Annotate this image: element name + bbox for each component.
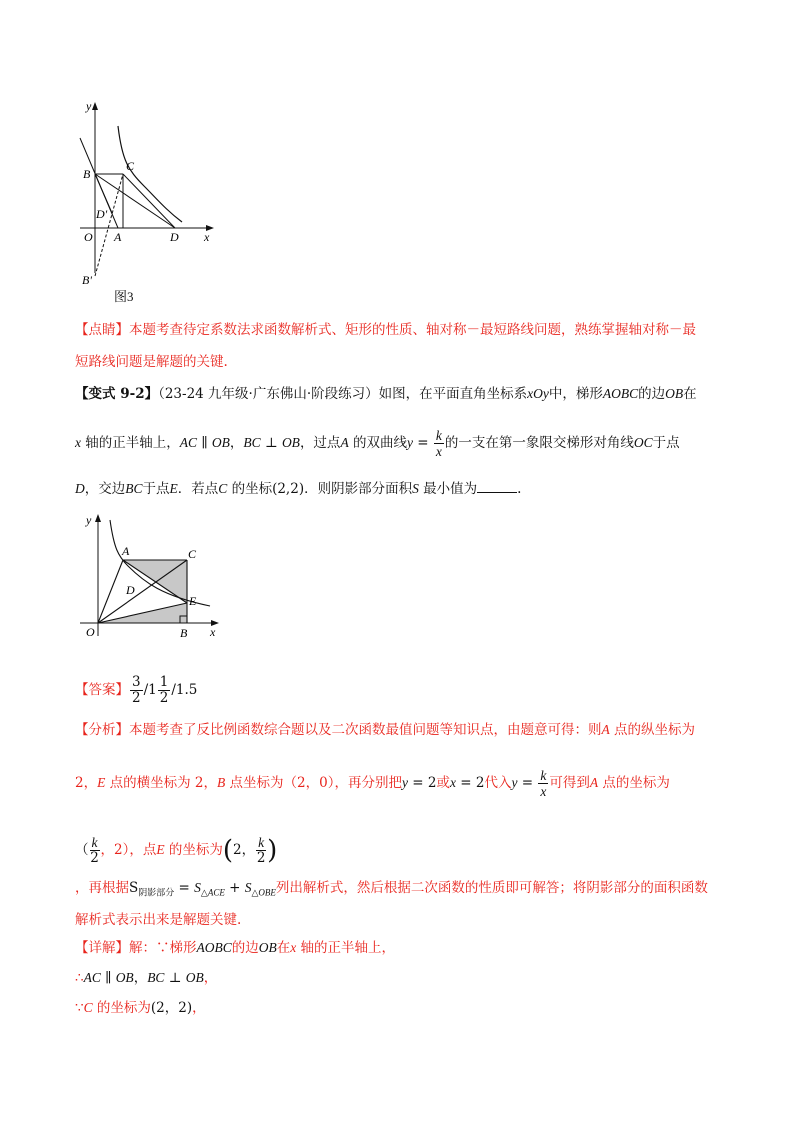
fig-label-a: A <box>122 544 130 558</box>
detail-line-3 <box>75 998 206 1018</box>
question-text: 于点 <box>652 435 680 451</box>
fig3-label-b-prime: B' <box>82 273 92 287</box>
subscript: △ACE <box>200 887 225 898</box>
question-text: 的坐标 <box>227 481 273 497</box>
numerator: 3 <box>132 674 141 690</box>
fig3-label-x: x <box>204 230 210 244</box>
detail-text: 在 <box>276 940 291 956</box>
analysis-line-1 <box>75 720 695 740</box>
answer-tag: 【答案】 <box>75 682 129 698</box>
math-b: B <box>217 775 226 790</box>
answer-text: /1.5 <box>171 682 198 698</box>
dianjing-tag: 【点睛】 <box>75 322 129 338</box>
math-bc: BC <box>125 481 143 496</box>
math-a: A <box>601 722 610 737</box>
fig-label-b: B <box>180 626 188 640</box>
math-xoy: xOy <box>527 386 549 401</box>
question-text: ， <box>229 435 244 451</box>
answer-line <box>75 675 197 706</box>
coordinate: (2，2) <box>150 1000 193 1016</box>
question-text: . <box>517 481 522 497</box>
math-a: A <box>589 775 599 790</box>
detail-text: ， <box>133 970 148 986</box>
math-y: y <box>406 435 413 450</box>
math-a: A <box>340 435 349 450</box>
numerator: k <box>91 835 98 850</box>
detail-text: 的坐标为 <box>92 1000 151 1016</box>
fig-label-x: x <box>210 625 216 639</box>
analysis-text: 列出解析式，然后根据二次函数的性质即可解答；将阴影部分的面积函数 <box>275 880 708 896</box>
math-s: S <box>244 880 252 895</box>
math-ob: OB <box>258 940 277 955</box>
numerator: k <box>540 768 547 783</box>
question-text: 于点 <box>142 481 170 497</box>
math-x: x <box>449 775 456 790</box>
perp-symbol: ⊥ <box>260 435 282 451</box>
math-c: C <box>83 1000 93 1015</box>
fraction-k-over-2 <box>90 835 100 866</box>
analysis-text: ，再根据 <box>75 880 129 896</box>
math-c: C <box>218 481 228 496</box>
math-d: D <box>75 481 85 496</box>
analysis-text: 点的纵坐标为 <box>609 722 696 738</box>
math-ob: OB <box>281 435 300 450</box>
left-paren: ( <box>222 835 234 866</box>
analysis-text: 点坐标为（2，0），再分别把 <box>225 775 402 791</box>
math-y: y <box>511 775 518 790</box>
fig-label-o: O <box>86 625 95 639</box>
analysis-text: 2， <box>75 775 98 791</box>
question-text: 的一支在第一象限交梯形对角线 <box>444 435 634 451</box>
fig3-label-b: B <box>83 167 91 181</box>
subscript: 阴影部分 <box>138 888 175 899</box>
fraction-1-2 <box>158 675 171 706</box>
analysis-text: 本题考查了反比例函数综合题以及二次函数最值问题等知识点，由题意可得：则 <box>129 722 602 738</box>
question-text: 轴的正半轴上， <box>81 435 180 451</box>
analysis-text: ，2），点 <box>100 842 157 858</box>
analysis-text: 代入 <box>484 775 512 791</box>
fraction-k-over-x <box>434 428 444 459</box>
analysis-line-5: 解析式表示出来是解题关键. <box>75 912 242 928</box>
analysis-text: 点的横坐标为 2， <box>105 775 218 791</box>
therefore-symbol: ∴ <box>75 970 84 986</box>
question-line-3 <box>75 478 521 499</box>
denominator: 2 <box>132 690 141 706</box>
math-ac: AC <box>83 970 101 985</box>
math-e: E <box>156 842 165 857</box>
equals-sign: = <box>412 435 433 451</box>
question-tag: 【变式 9-2】 <box>75 386 159 402</box>
analysis-line-2 <box>75 768 670 799</box>
detail-line-2 <box>75 968 217 988</box>
question-text: 的边 <box>638 386 666 402</box>
math-s: S <box>194 880 201 895</box>
question-text: ．则阴影部分面积 <box>304 481 413 497</box>
math-s: S <box>412 481 419 496</box>
fig3-label-c: C <box>126 159 135 173</box>
figure-trapezoid <box>70 510 230 645</box>
answer-blank <box>477 478 517 493</box>
because-symbol: ∵ <box>75 1000 84 1016</box>
fig3-label-d-prime: D' <box>96 207 108 221</box>
analysis-line-4 <box>75 878 708 904</box>
math-bc: BC <box>147 970 165 985</box>
math-ac: AC <box>179 435 198 450</box>
right-paren: ) <box>267 835 278 866</box>
equals-sign: = <box>517 775 538 791</box>
numerator: k <box>435 428 442 443</box>
math-e: E <box>97 775 106 790</box>
dianjing-text-1: 本题考查待定系数法求函数解析式、矩形的性质、轴对称－最短路线问题，熟练掌握轴对称－最 <box>129 322 696 338</box>
denominator: 2 <box>256 850 266 866</box>
dianjing-line-1 <box>75 320 696 340</box>
math-ob: OB <box>185 970 204 985</box>
math-ob: OB <box>211 435 230 450</box>
detail-text: 解：∵梯形 <box>129 940 197 956</box>
analysis-tag: 【分析】 <box>75 722 129 738</box>
detail-text: ， <box>203 970 218 986</box>
math-s: S <box>129 880 139 896</box>
subscript: △OBE <box>251 887 276 898</box>
analysis-line-3 <box>75 830 277 871</box>
equation: = 2 <box>408 775 437 791</box>
math-e: E <box>169 481 178 496</box>
fig-label-y: y <box>86 513 92 527</box>
detail-text: ， <box>192 1000 206 1016</box>
math-ob: OB <box>665 386 684 401</box>
parallel-symbol: ∥ <box>197 435 212 451</box>
denominator: x <box>435 444 442 459</box>
figure-3-caption: 图3 <box>114 289 134 304</box>
parallel-symbol: ∥ <box>100 970 116 986</box>
math-aobc: AOBC <box>196 940 232 955</box>
question-text: 的双曲线 <box>348 435 407 451</box>
question-text: 在 <box>683 386 697 402</box>
paren: （ <box>75 842 89 858</box>
detail-text: 的边 <box>231 940 259 956</box>
fig3-label-a: A <box>114 230 122 244</box>
math-ob: OB <box>115 970 134 985</box>
fig3-label-y: y <box>86 99 92 113</box>
numerator: 1 <box>159 674 169 690</box>
equals-sign: = <box>174 880 195 896</box>
fraction-k-over-x <box>538 768 548 799</box>
math-bc: BC <box>243 435 261 450</box>
fig-label-e: E <box>189 594 197 608</box>
numerator: k <box>258 835 265 850</box>
figure-3 <box>70 98 230 308</box>
detail-line-1 <box>75 938 395 958</box>
perp-symbol: ⊥ <box>164 970 186 986</box>
question-line-1 <box>75 384 697 404</box>
question-text: ，过点 <box>299 435 341 451</box>
analysis-text: 点的坐标为 <box>598 775 670 791</box>
question-text: ，交边 <box>84 481 126 497</box>
math-y: y <box>402 775 408 790</box>
plus-sign: + <box>224 880 245 896</box>
math-aobc: AOBC <box>602 386 639 401</box>
coordinate: (2,2) <box>272 481 305 497</box>
analysis-text: 可得到 <box>549 775 590 791</box>
math-x: x <box>75 435 81 450</box>
analysis-text: 的坐标为 <box>164 842 223 858</box>
coordinate: 2， <box>233 842 256 858</box>
math-oc: OC <box>633 435 653 450</box>
detail-tag: 【详解】 <box>75 940 129 956</box>
fig3-label-o: O <box>84 230 93 244</box>
fraction-k-over-2 <box>256 835 266 866</box>
equation: = 2 <box>455 775 485 791</box>
answer-text: /1 <box>143 682 157 698</box>
denominator: 2 <box>90 850 99 866</box>
question-source: （23-24 九年级·广东佛山·阶段练习）如图，在平面直角坐标系 <box>158 386 528 402</box>
fraction-3-2 <box>130 675 143 706</box>
question-text: 中，梯形 <box>548 386 603 402</box>
fig3-label-d: D <box>170 230 179 244</box>
fig-label-d: D <box>126 583 135 597</box>
question-line-2 <box>75 428 680 459</box>
denominator: x <box>540 784 547 799</box>
dianjing-line-2: 短路线问题是解题的关键. <box>75 354 228 370</box>
analysis-text: 或 <box>436 775 450 791</box>
detail-text: 轴的正半轴上， <box>296 940 396 956</box>
math-x: x <box>290 940 297 955</box>
denominator: 2 <box>159 690 169 706</box>
question-text: 最小值为 <box>418 481 478 497</box>
fig-label-c: C <box>188 547 197 561</box>
question-text: ．若点 <box>177 481 219 497</box>
